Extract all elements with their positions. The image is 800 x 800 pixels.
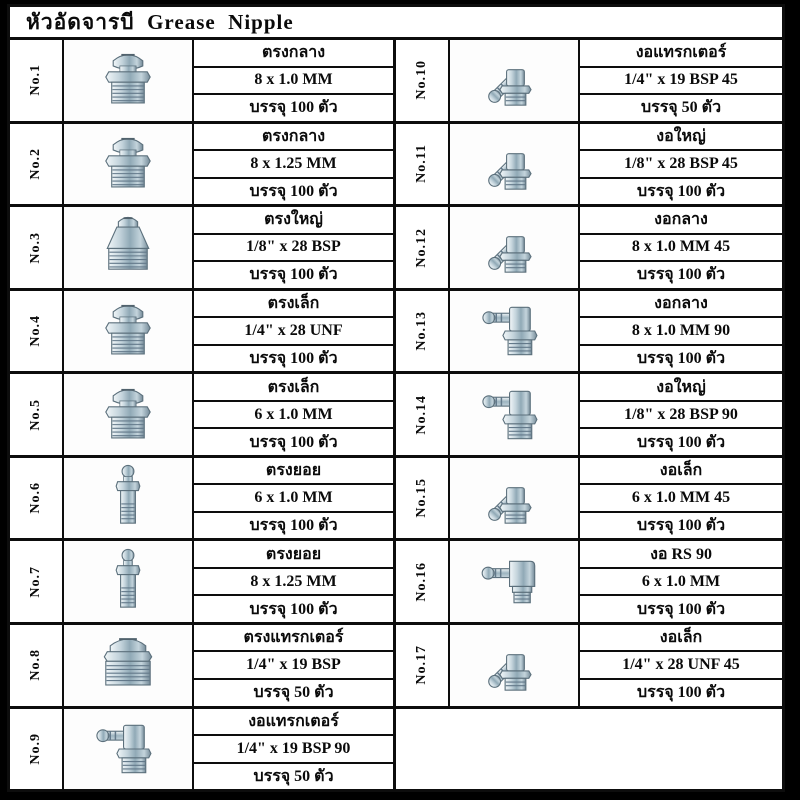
product-row xyxy=(396,207,782,291)
product-name: งอกลาง xyxy=(580,291,782,319)
product-number-label: No.17 xyxy=(414,645,429,686)
product-row xyxy=(10,207,393,291)
pin-grease-nipple-icon xyxy=(64,541,194,622)
product-quantity: บรรจุ 100 ตัว xyxy=(249,433,338,451)
product-spec-cell xyxy=(194,458,393,539)
product-size: 8 x 1.0 MM xyxy=(194,68,393,96)
product-quantity: บรรจุ 100 ตัว xyxy=(249,266,338,284)
catalog-column-right xyxy=(396,40,782,789)
product-number-cell xyxy=(396,625,450,706)
product-row xyxy=(10,625,393,709)
product-name: ตรงแทรกเตอร์ xyxy=(194,625,393,653)
product-name: งอแทรกเตอร์ xyxy=(580,40,782,68)
product-size: 8 x 1.0 MM 90 xyxy=(580,318,782,346)
straight-grease-nipple-icon xyxy=(64,374,194,455)
product-spec-cell xyxy=(580,291,782,372)
product-spec-cell xyxy=(194,709,393,790)
product-name: ตรงใหญ่ xyxy=(194,207,393,235)
product-quantity: บรรจุ 100 ตัว xyxy=(636,182,726,200)
page-title: หัวอัดจารบี Grease Nipple xyxy=(10,7,782,40)
product-spec-cell xyxy=(194,40,393,121)
product-row xyxy=(396,458,782,542)
product-spec-cell xyxy=(194,291,393,372)
product-number-cell xyxy=(10,291,64,372)
product-size: 1/4" x 19 BSP 90 xyxy=(194,736,393,764)
product-size: 8 x 1.25 MM xyxy=(194,151,393,179)
elbow90-grease-nipple-icon xyxy=(450,291,580,372)
product-number-cell xyxy=(10,709,64,790)
product-spec-cell xyxy=(580,458,782,539)
product-row xyxy=(10,291,393,375)
product-number-label: No.14 xyxy=(414,394,429,435)
product-quantity: บรรจุ 100 ตัว xyxy=(636,600,726,618)
straight-grease-nipple-icon xyxy=(64,124,194,205)
product-row xyxy=(396,124,782,208)
product-size: 8 x 1.0 MM 45 xyxy=(580,235,782,263)
product-name: งอแทรกเตอร์ xyxy=(194,709,393,737)
product-size: 1/4" x 28 UNF 45 xyxy=(580,652,782,680)
product-spec-cell xyxy=(580,625,782,706)
elbow45-grease-nipple-icon xyxy=(450,124,580,205)
elbow45-grease-nipple-icon xyxy=(450,625,580,706)
straight-grease-nipple-icon xyxy=(64,291,194,372)
product-name: ตรงกลาง xyxy=(194,40,393,68)
product-row xyxy=(396,541,782,625)
product-name: ตรงกลาง xyxy=(194,124,393,152)
product-number-label: No.1 xyxy=(28,64,43,97)
product-number-label: No.15 xyxy=(414,478,429,518)
product-number-cell xyxy=(10,374,64,455)
product-quantity: บรรจุ 100 ตัว xyxy=(636,517,726,535)
product-spec-cell xyxy=(580,541,782,622)
product-number-label: No.16 xyxy=(414,561,429,602)
product-number-cell xyxy=(10,124,64,205)
product-row xyxy=(10,374,393,458)
product-spec-cell xyxy=(580,207,782,288)
product-row xyxy=(396,374,782,458)
product-number-cell xyxy=(396,207,450,288)
product-number-label: No.5 xyxy=(28,398,43,431)
product-quantity: บรรจุ 100 ตัว xyxy=(249,517,338,535)
product-quantity: บรรจุ 100 ตัว xyxy=(636,266,726,284)
product-number-label: No.13 xyxy=(414,311,429,351)
product-number-cell xyxy=(10,207,64,288)
product-size: 1/8" x 28 BSP 90 xyxy=(580,402,782,430)
product-quantity: บรรจุ 50 ตัว xyxy=(253,767,334,785)
product-quantity: บรรจุ 100 ตัว xyxy=(249,600,338,618)
product-size: 1/8" x 28 BSP 45 xyxy=(580,151,782,179)
product-number-label: No.9 xyxy=(28,732,43,765)
product-spec-cell xyxy=(580,40,782,121)
tractor-grease-nipple-icon xyxy=(64,625,194,706)
catalog-column-left xyxy=(10,40,396,789)
product-quantity: บรรจุ 100 ตัว xyxy=(249,99,338,117)
product-number-cell xyxy=(396,124,450,205)
product-spec-cell xyxy=(194,541,393,622)
product-row xyxy=(396,625,782,709)
product-name: ตรงเล็ก xyxy=(194,291,393,319)
product-number-cell xyxy=(10,541,64,622)
product-number-label: No.8 xyxy=(28,649,43,682)
product-number-cell xyxy=(10,458,64,539)
product-number-label: No.7 xyxy=(28,565,43,598)
product-number-cell xyxy=(396,458,450,539)
elbow90-grease-nipple-icon xyxy=(450,374,580,455)
catalog-grid xyxy=(10,40,782,789)
elbow45-grease-nipple-icon xyxy=(450,207,580,288)
product-quantity: บรรจุ 100 ตัว xyxy=(636,349,726,367)
product-quantity: บรรจุ 50 ตัว xyxy=(253,684,334,702)
elbow90-grease-nipple-icon xyxy=(64,709,194,790)
product-size: 1/4" x 28 UNF xyxy=(194,318,393,346)
pin-grease-nipple-icon xyxy=(64,458,194,539)
product-spec-cell xyxy=(580,124,782,205)
product-size: 8 x 1.25 MM xyxy=(194,569,393,597)
rs90-grease-nipple-icon xyxy=(450,541,580,622)
cone-grease-nipple-icon xyxy=(64,207,194,288)
product-name: ตรงยอย xyxy=(194,458,393,486)
product-size: 1/4" x 19 BSP xyxy=(194,652,393,680)
product-size: 6 x 1.0 MM xyxy=(194,485,393,513)
product-name: ตรงเล็ก xyxy=(194,374,393,402)
product-quantity: บรรจุ 100 ตัว xyxy=(249,182,338,200)
product-number-label: No.11 xyxy=(414,144,429,184)
product-number-cell xyxy=(10,40,64,121)
product-name: ตรงยอย xyxy=(194,541,393,569)
product-quantity: บรรจุ 100 ตัว xyxy=(636,433,726,451)
product-size: 1/8" x 28 BSP xyxy=(194,235,393,263)
product-spec-cell xyxy=(580,374,782,455)
product-spec-cell xyxy=(194,374,393,455)
product-number-cell xyxy=(396,291,450,372)
product-quantity: บรรจุ 100 ตัว xyxy=(249,349,338,367)
product-quantity: บรรจุ 100 ตัว xyxy=(636,684,726,702)
product-row xyxy=(10,541,393,625)
product-row xyxy=(396,40,782,124)
product-name: งอกลาง xyxy=(580,207,782,235)
product-number-cell xyxy=(396,40,450,121)
elbow45-grease-nipple-icon xyxy=(450,458,580,539)
product-row xyxy=(10,458,393,542)
product-number-label: No.6 xyxy=(28,482,43,514)
product-number-label: No.12 xyxy=(414,227,429,268)
product-row xyxy=(396,291,782,375)
product-spec-cell xyxy=(194,207,393,288)
empty-cell xyxy=(396,709,782,790)
product-spec-cell xyxy=(194,124,393,205)
product-number-label: No.4 xyxy=(28,315,43,347)
product-name: งอเล็ก xyxy=(580,625,782,653)
product-number-label: No.3 xyxy=(28,231,43,264)
catalog-sheet xyxy=(7,4,785,792)
product-name: งอเล็ก xyxy=(580,458,782,486)
product-size: 6 x 1.0 MM xyxy=(194,402,393,430)
straight-grease-nipple-icon xyxy=(64,40,194,121)
product-number-cell xyxy=(10,625,64,706)
product-number-label: No.2 xyxy=(28,148,43,180)
product-row xyxy=(10,709,393,790)
product-name: งอใหญ่ xyxy=(580,124,782,152)
product-name: งอ RS 90 xyxy=(580,541,782,569)
product-number-cell xyxy=(396,541,450,622)
product-row xyxy=(10,124,393,208)
product-number-label: No.10 xyxy=(414,60,429,101)
product-spec-cell xyxy=(194,625,393,706)
product-size: 6 x 1.0 MM xyxy=(580,569,782,597)
product-size: 6 x 1.0 MM 45 xyxy=(580,485,782,513)
product-number-cell xyxy=(396,374,450,455)
product-size: 1/4" x 19 BSP 45 xyxy=(580,68,782,96)
product-name: งอใหญ่ xyxy=(580,374,782,402)
product-quantity: บรรจุ 50 ตัว xyxy=(640,99,722,117)
elbow45-grease-nipple-icon xyxy=(450,40,580,121)
product-row xyxy=(10,40,393,124)
